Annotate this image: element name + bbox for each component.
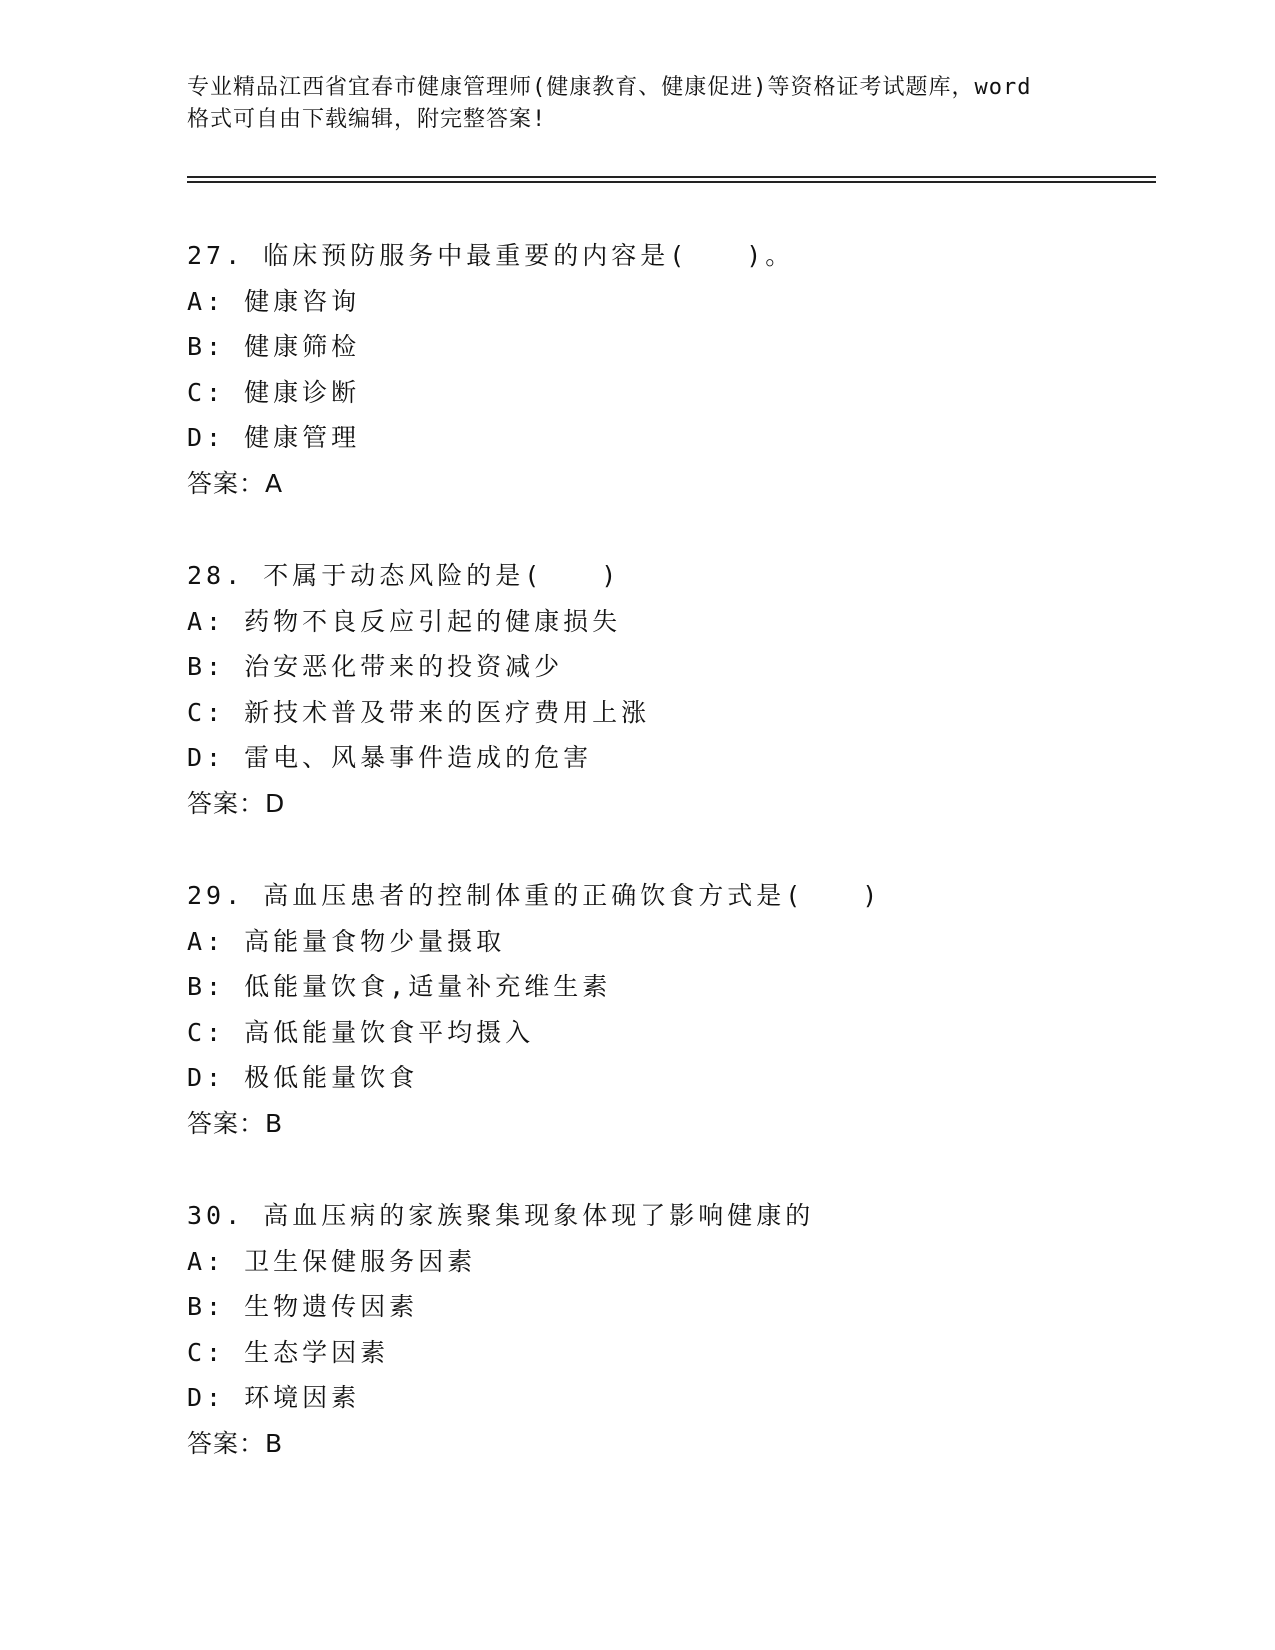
- option-a: A: 高能量食物少量摄取: [187, 926, 506, 956]
- question-block: [187, 233, 1147, 507]
- question-stem: 29. 高血压患者的控制体重的正确饮食方式是( ): [187, 881, 882, 910]
- option-b: B: 治安恶化带来的投资减少: [187, 652, 564, 682]
- question-stem: 30. 高血压病的家族聚集现象体现了影响健康的: [187, 1201, 815, 1230]
- question-block: [187, 1193, 1147, 1467]
- option-a: A: 药物不良反应引起的健康损失: [187, 606, 622, 636]
- question-block: [187, 873, 1147, 1147]
- header-divider-top: [187, 176, 1156, 178]
- option-b: B: 生物遗传因素: [187, 1292, 419, 1322]
- option-c: C: 新技术普及带来的医疗费用上涨: [187, 697, 651, 727]
- option-b: B: 低能量饮食,适量补充维生素: [187, 972, 612, 1002]
- answer-line: 答案：B: [187, 1108, 284, 1138]
- question-stem: 28. 不属于动态风险的是( ): [187, 561, 621, 590]
- option-d: D: 环境因素: [187, 1383, 361, 1413]
- header-divider-bottom: [187, 181, 1156, 183]
- option-b: B: 健康筛检: [187, 332, 361, 362]
- answer-line: 答案：D: [187, 788, 286, 818]
- answer-line: 答案：A: [187, 468, 284, 498]
- option-d: D: 健康管理: [187, 423, 361, 453]
- option-d: D: 雷电、风暴事件造成的危害: [187, 743, 593, 773]
- option-a: A: 卫生保健服务因素: [187, 1246, 477, 1276]
- header-intro-line-1: 专业精品江西省宜春市健康管理师(健康教育、健康促进)等资格证考试题库，word: [187, 75, 1032, 100]
- option-c: C: 健康诊断: [187, 377, 361, 407]
- option-c: C: 生态学因素: [187, 1337, 390, 1367]
- document-header: [187, 72, 1107, 136]
- header-intro-line-2: 格式可自由下载编辑，附完整答案!: [187, 107, 547, 132]
- option-c: C: 高低能量饮食平均摄入: [187, 1017, 535, 1047]
- question-block: [187, 553, 1147, 827]
- answer-line: 答案：B: [187, 1428, 284, 1458]
- option-d: D: 极低能量饮食: [187, 1063, 419, 1093]
- question-stem: 27. 临床预防服务中最重要的内容是( )。: [187, 241, 795, 270]
- option-a: A: 健康咨询: [187, 286, 361, 316]
